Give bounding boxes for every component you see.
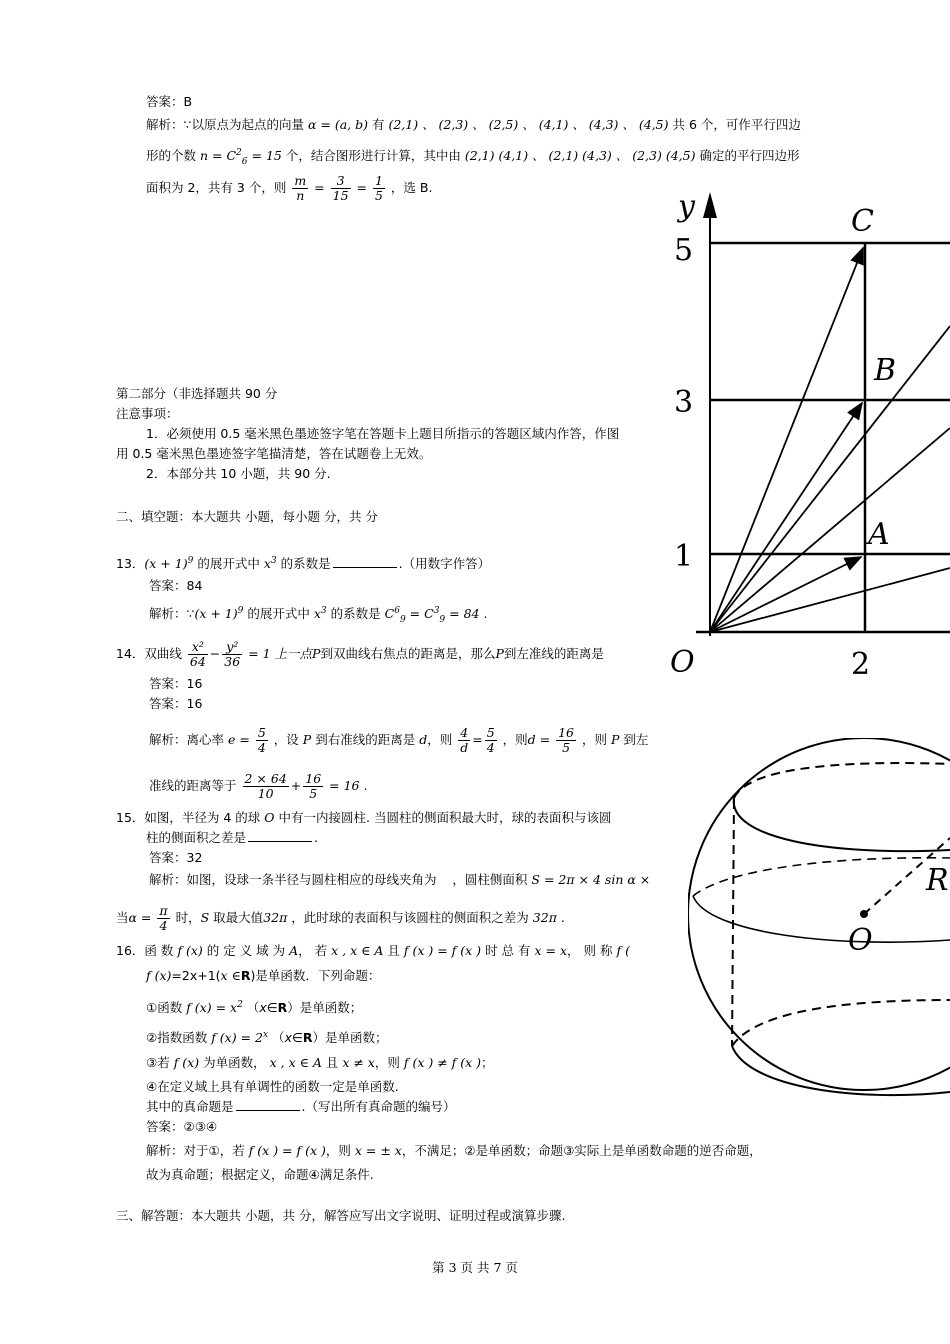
q12-explanation-line1: 解析：∵以原点为起点的向量 α = (a, b) 有 (2,1) 、 (2,3) 、 (2,5) 、 (4,1) 、 (4,3) 、 (4,5) 共 6 个，可作平行四边 — [146, 117, 801, 132]
label-c: C — [851, 204, 874, 239]
label-r: R — [926, 863, 949, 898]
q15-stem-line1: 15．如图，半径为 4 的球 O 中有一内接圆柱. 当圆柱的侧面积最大时，球的表面积与该圆 — [116, 810, 612, 825]
sphere-outline — [688, 738, 950, 1090]
section2-heading: 二、填空题：本大题共 小题，每小题 分，共 分 — [116, 509, 378, 524]
page-footer: 第 3 页 共 7 页 — [432, 1260, 518, 1275]
q16-explanation-line2: 故为真命题；根据定义，命题④满足条件. — [146, 1167, 374, 1182]
q14-answer-1: 答案：16 — [149, 676, 203, 691]
y-axis-arrow-icon — [703, 192, 717, 218]
q15-explanation-line2: 当α = $\frac{\pi}{4}$ 时，S 取最大值32π ，此时球的表面积与该圆柱的侧面积之差为 32π . — [116, 903, 565, 933]
q16-item2: ②指数函数 f $(x) = 2^x$ （x∈R）是单函数； — [146, 1030, 388, 1045]
q15-blank — [248, 841, 312, 842]
section3-heading: 三、解答题：本大题共 小题，共 分，解答应写出文字说明、证明过程或演算步骤. — [116, 1208, 566, 1223]
tick-5: 5 — [674, 233, 694, 268]
q16-stem-line2: f (x)=2x+1(x ∈R)是单函数．下列命题： — [146, 968, 381, 983]
sphere-equator-back — [693, 858, 950, 896]
q13-explanation: 解析：∵(x + 1)$^9$ 的展开式中 $x^3$ 的系数是 $C^6_9 = C^3_9 = 84$ . — [149, 606, 488, 625]
tick-2: 2 — [851, 647, 871, 682]
vector-to-4-3 — [710, 428, 950, 632]
q16-answer: 答案：②③④ — [146, 1119, 218, 1134]
q15-stem-line2: 柱的侧面积之差是 . — [146, 830, 318, 845]
q13-blank — [333, 567, 397, 568]
sphere-cylinder-figure — [688, 738, 950, 1132]
cylinder-bottom-back — [732, 1000, 950, 1046]
fraction-m-n: $\frac{m}{n}$ — [294, 173, 307, 203]
q16-explanation-line1: 解析：对于①，若 f (x ) = f (x )，则 x = ± x，不满足；②是单函数；命题③实际上是单函数命题的逆否命题， — [146, 1143, 762, 1158]
q16-question: 其中的真命题是 .（写出所有真命题的编号） — [146, 1099, 456, 1114]
part2-title: 第二部分（非选择题共 90 分 — [116, 386, 278, 401]
fraction-3-15: $\frac{3}{15}$ — [332, 173, 349, 203]
part2-item1a: 1．必须使用 0.5 毫米黑色墨迹签字笔在答题卡上题目所指示的答题区域内作答，作图 — [146, 426, 620, 441]
q15-explanation-line1: 解析：如图，设球一条半径与圆柱相应的母线夹角为 ，圆柱侧面积 S = 2π × 4 sin α × — [149, 872, 651, 887]
label-o-sphere: O — [848, 923, 873, 958]
q12-answer: 答案：B — [146, 94, 193, 109]
label-y: y — [678, 189, 695, 224]
q15-answer: 答案：32 — [149, 850, 203, 865]
fraction-1-5: $\frac{1}{5}$ — [374, 173, 383, 203]
tick-1: 1 — [674, 539, 694, 574]
q12-explanation-line2: 形的个数 $n = C^2_6 = 15$ 个，结合图形进行计算，其中由 (2,1) (4,1) 、 (2,1) (4,3) 、 (2,3) (4,5) 确定的平行四边形 — [146, 148, 800, 167]
q13-answer: 答案：84 — [149, 578, 203, 593]
q14-stem: 14．双曲线 $\frac{\text{x²}}{64}$ − $\frac{\text{y²}}{36}$ = 1 上一点P到双曲线右焦点的距离是，那么P到左准线的距离是 — [116, 639, 604, 669]
q16-blank — [236, 1110, 300, 1111]
q14-explanation-line1: 解析：离心率 e = $\frac{5}{4}$ ，设 P 到右准线的距离是 d，则 $\frac{4}{d}$ = $\frac{5}{4}$ ，则d = $\frac{16}{5}$ ，则 P 到左 — [149, 725, 649, 755]
sphere-equator-front — [693, 896, 950, 942]
tick-3: 3 — [674, 385, 694, 420]
part2-item2: 2．本部分共 10 小题，共 90 分. — [146, 466, 331, 481]
vector-to-4-5 — [710, 326, 950, 632]
q14-answer-2: 答案：16 — [149, 696, 203, 711]
label-b: B — [874, 353, 897, 388]
part2-notice: 注意事项： — [116, 406, 179, 421]
center-point — [860, 910, 868, 918]
q16-stem-line1: 16．函 数 f (x) 的 定 义 域 为 A， 若 x , x ∈ A 且 f (x ) = f (x ) 时 总 有 x = x， 则 称 f ( — [116, 943, 630, 958]
cylinder-top-front — [734, 798, 950, 851]
cylinder-generatrix-left — [732, 800, 734, 1046]
q16-item1: ①函数 f $(x) = x^2$ （x∈R）是单函数； — [146, 1000, 363, 1015]
vector-grid-figure — [668, 188, 950, 688]
q12-explanation-line3: 面积为 2，共有 3 个，则 $\frac{m}{n}$ = $\frac{3}{15}$ = $\frac{1}{5}$ ，选 B. — [146, 173, 433, 203]
label-o: O — [670, 645, 695, 680]
vector-oc — [710, 248, 863, 632]
label-a: A — [868, 517, 890, 552]
q16-item4: ④在定义域上具有单调性的函数一定是单函数. — [146, 1079, 399, 1094]
part2-item1b: 用 0.5 毫米黑色墨迹签字笔描清楚，答在试题卷上无效。 — [116, 446, 432, 461]
q13-stem: 13．$(x + 1)^9$ 的展开式中 $x^3$ 的系数是 .（用数字作答） — [116, 556, 491, 571]
q16-item3: ③若 f (x) 为单函数， x , x ∈ A 且 x ≠ x，则 f (x ) ≠ f (x )； — [146, 1055, 494, 1070]
q14-explanation-line2: 准线的距离等于 $\frac{2 \times 64}{10}$ + $\frac{16}{5}$ = 16 . — [149, 771, 368, 801]
